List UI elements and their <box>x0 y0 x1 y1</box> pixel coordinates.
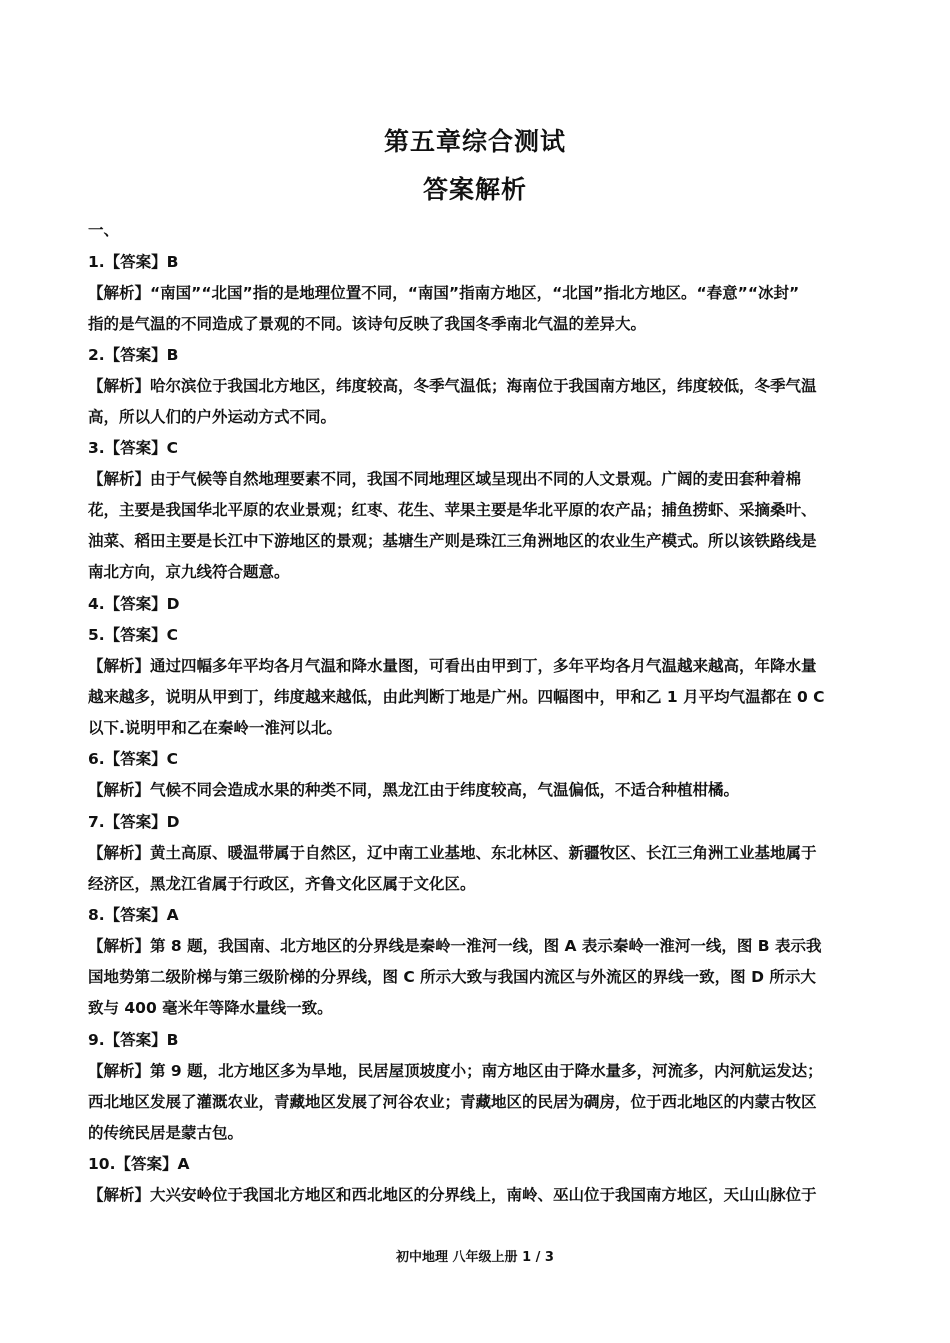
analysis-line: 【解析】第 9 题，北方地区多为旱地，民居屋顶坡度小；南方地区由于降水量多，河流多，内河航运发达； <box>88 1062 823 1080</box>
analysis-line: 经济区，黑龙江省属于行政区，齐鲁文化区属于文化区。 <box>88 875 476 893</box>
analysis-line: 国地势第二级阶梯与第三级阶梯的分界线，图 C 所示大致与我国内流区与外流区的界线一致，图 D 所示大 <box>88 968 816 986</box>
page-footer: 初中地理 八年级上册 1 / 3 <box>396 1250 554 1265</box>
analysis-line: 油菜、稻田主要是长江中下游地区的景观；基塘生产则是珠江三角洲地区的农业生产模式。所以该铁路线是 <box>88 532 817 550</box>
analysis-line: 【解析】哈尔滨位于我国北方地区，纬度较高，冬季气温低；海南位于我国南方地区，纬度较低，冬季气温 <box>88 377 817 395</box>
analysis-line: 【解析】黄土高原、暖温带属于自然区，辽中南工业基地、东北林区、新疆牧区、长江三角洲工业基地属于 <box>88 844 817 862</box>
analysis-line: 【解析】第 8 题，我国南、北方地区的分界线是秦岭一淮河一线，图 A 表示秦岭一淮河一线，图 B 表示我 <box>88 937 822 955</box>
analysis-line: 高，所以人们的户外运动方式不同。 <box>88 408 337 426</box>
analysis-line: 越来越多，说明从甲到丁，纬度越来越低，由此判断丁地是广州。四幅图中，甲和乙 1 月平均气温都在 0 C <box>88 688 825 706</box>
answer-line: 6.【答案】C <box>88 750 179 768</box>
analysis-line: 【解析】通过四幅多年平均各月气温和降水量图，可看出由甲到丁，多年平均各月气温越来越高，年降水量 <box>88 657 817 675</box>
analysis-line: 致与 400 毫米年等降水量线一致。 <box>88 999 333 1017</box>
analysis-line: 西北地区发展了灌溉农业，青藏地区发展了河谷农业；青藏地区的民居为碉房，位于西北地区的内蒙古牧区 <box>88 1093 817 1111</box>
analysis-line: 指的是气温的不同造成了景观的不同。该诗句反映了我国冬季南北气温的差异大。 <box>88 315 647 333</box>
analysis-line: 【解析】气候不同会造成水果的种类不同，黑龙江由于纬度较高，气温偏低，不适合种植柑橘。 <box>88 781 740 799</box>
answer-line: 8.【答案】A <box>88 906 179 924</box>
answer-line: 4.【答案】D <box>88 595 180 613</box>
analysis-line: 的传统民居是蒙古包。 <box>88 1124 244 1142</box>
analysis-line: 【解析】“南国”“北国”指的是地理位置不同，“南国”指南方地区，“北国”指北方地区。“春意”“冰封” <box>88 284 800 302</box>
page-subtitle: 答案解析 <box>422 175 527 204</box>
answer-line: 3.【答案】C <box>88 439 179 457</box>
section-heading: 一、 <box>88 221 120 239</box>
analysis-line: 【解析】大兴安岭位于我国北方地区和西北地区的分界线上，南岭、巫山位于我国南方地区，天山山脉位于 <box>88 1186 817 1204</box>
analysis-line: 南北方向，京九线符合题意。 <box>88 563 290 581</box>
answer-line: 5.【答案】C <box>88 626 179 644</box>
answer-line: 1.【答案】B <box>88 253 179 271</box>
analysis-line: 【解析】由于气候等自然地理要素不同，我国不同地理区域呈现出不同的人文景观。广阔的麦田套种着棉 <box>88 470 802 488</box>
answer-line: 2.【答案】B <box>88 346 179 364</box>
analysis-line: 花，主要是我国华北平原的农业景观；红枣、花生、苹果主要是华北平原的农产品；捕鱼捞虾、采摘桑叶、 <box>88 501 817 519</box>
page-title: 第五章综合测试 <box>383 127 566 156</box>
answer-line: 7.【答案】D <box>88 813 180 831</box>
answer-line: 9.【答案】B <box>88 1031 179 1049</box>
answer-line: 10.【答案】A <box>88 1155 190 1173</box>
analysis-line: 以下.说明甲和乙在秦岭一淮河以北。 <box>88 719 342 737</box>
